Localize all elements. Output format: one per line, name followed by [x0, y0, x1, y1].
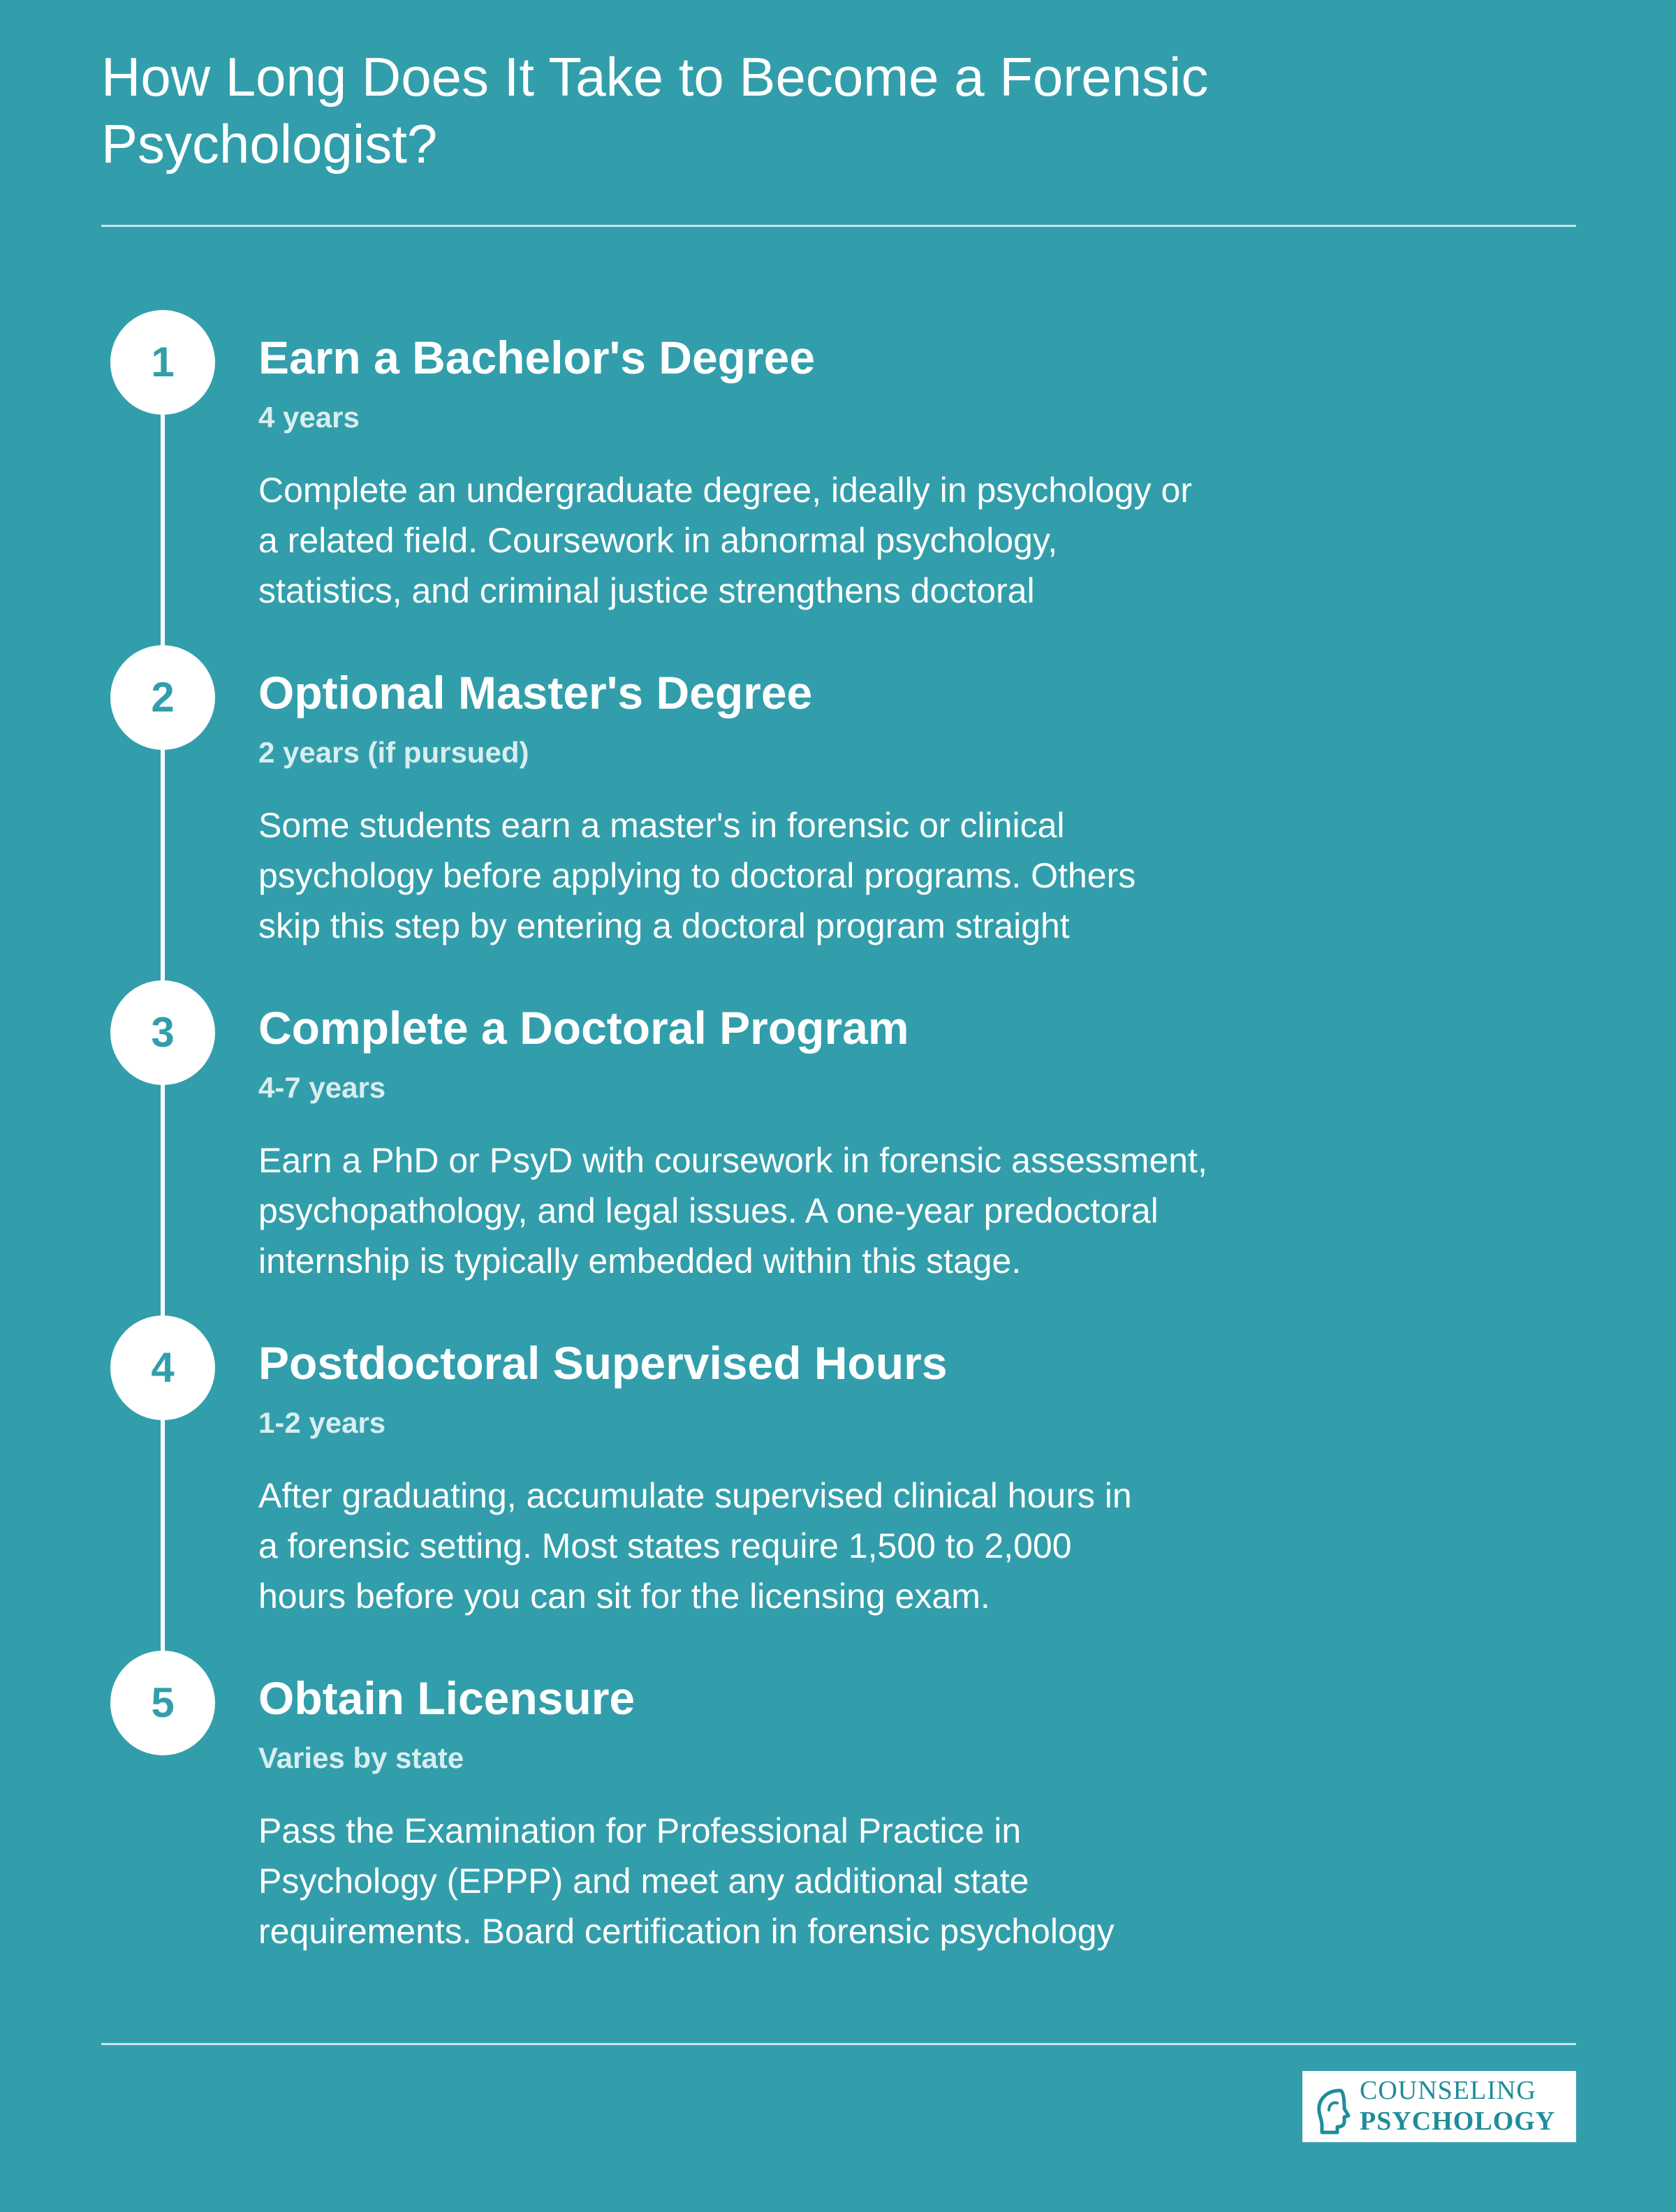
step-number-badge: 4 [110, 1315, 215, 1420]
step-description [258, 465, 1348, 616]
step-description-line: skip this step by entering a doctoral program straight [258, 906, 1070, 945]
step-description-line: Some students earn a master's in forensic or clinical [258, 806, 1065, 845]
step-title: Postdoctoral Supervised Hours [258, 1337, 948, 1389]
step-description-line: Pass the Examination for Professional Practice in [258, 1811, 1022, 1850]
step-description [258, 800, 1348, 951]
counseling-psychology-logo [1302, 2071, 1576, 2142]
step-description [258, 1806, 1348, 1956]
step-description-line: After graduating, accumulate supervised clinical hours in [258, 1476, 1132, 1515]
step-description-line: Earn a PhD or PsyD with coursework in forensic assessment, [258, 1141, 1207, 1180]
step-description-line: a related field. Coursework in abnormal psychology, [258, 521, 1058, 560]
step-title: Complete a Doctoral Program [258, 1002, 909, 1054]
step-description-line: a forensic setting. Most states require 1,500 to 2,000 [258, 1526, 1072, 1565]
step-description-line: Psychology (EPPP) and meet any additional state [258, 1861, 1029, 1901]
step-description [258, 1470, 1348, 1621]
logo-text-psychology: PSYCHOLOGY [1360, 2107, 1556, 2136]
step-description-line: requirements. Board certification in forensic psychology [258, 1912, 1115, 1951]
step-number-badge: 3 [110, 980, 215, 1085]
bottom-divider [101, 2043, 1576, 2045]
logo-text-counseling: COUNSELING [1360, 2076, 1536, 2105]
step-description-line: psychopathology, and legal issues. A one-year predoctoral [258, 1191, 1159, 1230]
step-number-badge: 5 [110, 1651, 215, 1755]
page-title-line-1: How Long Does It Take to Become a Forensic [101, 46, 1209, 108]
top-divider [101, 225, 1576, 227]
step-description [258, 1135, 1348, 1286]
step-description-line: statistics, and criminal justice strengthens doctoral [258, 571, 1035, 610]
page-title [101, 43, 1498, 177]
step-duration: 4 years [258, 401, 360, 434]
page-title-line-2: Psychologist? [101, 113, 438, 175]
step-description-line: psychology before applying to doctoral programs. Others [258, 856, 1136, 895]
step-duration: 2 years (if pursued) [258, 736, 529, 769]
step-number-badge: 2 [110, 645, 215, 750]
step-description-line: Complete an undergraduate degree, ideally in psychology or [258, 471, 1192, 510]
head-profile-icon [1312, 2086, 1361, 2137]
step-duration: Varies by state [258, 1741, 464, 1774]
step-title: Earn a Bachelor's Degree [258, 332, 816, 383]
step-description-line: hours before you can sit for the licensing exam. [258, 1577, 990, 1616]
step-duration: 4-7 years [258, 1071, 386, 1104]
step-duration: 1-2 years [258, 1406, 386, 1439]
step-title: Optional Master's Degree [258, 667, 813, 718]
step-number-badge: 1 [110, 310, 215, 415]
step-description-line: internship is typically embedded within this stage. [258, 1241, 1022, 1281]
step-title: Obtain Licensure [258, 1672, 635, 1724]
